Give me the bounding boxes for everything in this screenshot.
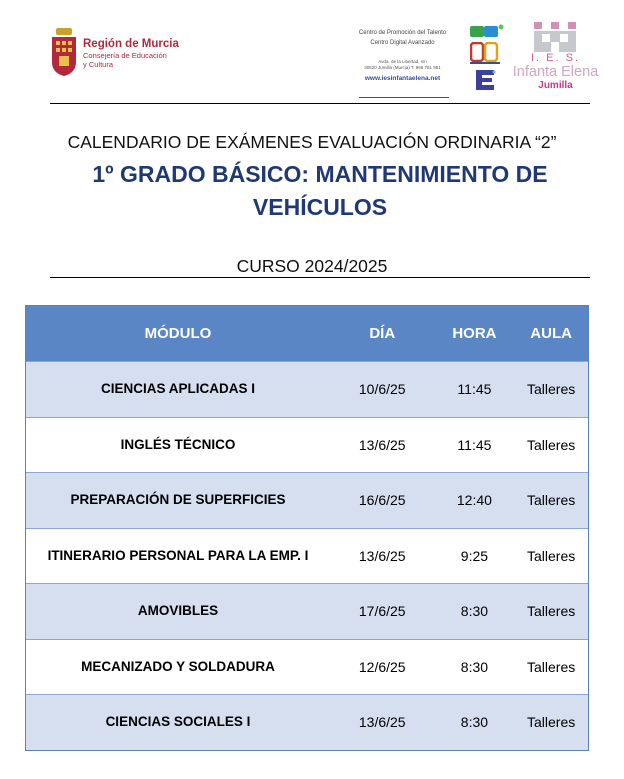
dia-cell: 12/6/25 (358, 658, 406, 675)
modulo-cell: ITINERARIO PERSONAL PARA LA EMP. I (47, 547, 309, 563)
bilingual-logo-icon (470, 42, 500, 64)
table-header-row (26, 306, 588, 361)
ies-infanta-elena-logo (508, 22, 603, 94)
modulo-cell: CIENCIAS SOCIALES I (105, 714, 251, 730)
ies-line2: Infanta Elena (512, 64, 599, 80)
ies-line1: I. E. S. (530, 52, 580, 64)
modulo-cell: MECANIZADO Y SOLDADURA (81, 658, 275, 674)
modulo-cell: INGLÉS TÉCNICO (120, 436, 236, 452)
region-murcia-logo (50, 28, 200, 80)
school-year-divider (50, 277, 590, 278)
table-row (26, 361, 588, 417)
header-aula: AULA (530, 324, 572, 342)
aula-cell: Talleres (527, 658, 576, 675)
dia-cell: 17/6/25 (358, 603, 406, 620)
dia-cell: 13/6/25 (358, 714, 406, 731)
murcia-shield-icon (50, 28, 78, 76)
aula-cell: Talleres (527, 547, 576, 564)
dia-cell: 13/6/25 (358, 436, 406, 453)
dia-cell: 13/6/25 (358, 547, 406, 564)
hora-cell: 9:25 (460, 547, 489, 564)
centro-address1: Avda. de la Libertad, s/n (378, 59, 427, 64)
aula-cell: Talleres (527, 603, 576, 620)
centro-info (345, 28, 460, 83)
table-row (26, 639, 588, 695)
header-divider (50, 103, 590, 104)
table-row (26, 528, 588, 584)
document-header (0, 0, 624, 104)
hora-cell: 12:40 (456, 492, 492, 509)
header-hora: HORA (452, 324, 497, 342)
hora-cell: 11:45 (457, 381, 492, 398)
table-row (26, 583, 588, 639)
hora-cell: 8:30 (460, 658, 489, 675)
centro-line2: Centro Digital Avanzado (370, 40, 435, 46)
dia-cell: 16/6/25 (358, 492, 406, 509)
modulo-cell: PREPARACIÓN DE SUPERFICIES (70, 492, 286, 508)
erasmus-logo-icon (472, 68, 498, 92)
course-title: 1º GRADO BÁSICO: MANTENIMIENTO DE VEHÍCULOS (92, 161, 548, 220)
table-row (26, 417, 588, 473)
region-sub2: y Cultura (83, 60, 114, 69)
hora-cell: 11:45 (457, 436, 492, 453)
aula-cell: Talleres (527, 381, 576, 398)
centro-address2: 30520 Jumilla (Murcia) T. 968 781 951 (364, 65, 441, 70)
region-sub1: Consejería de Educación (83, 51, 167, 60)
header-modulo: MÓDULO (144, 324, 212, 342)
school-year: CURSO 2024/2025 (236, 256, 388, 276)
table-row (26, 694, 588, 750)
header-dia: DÍA (369, 324, 396, 342)
modulo-cell: CIENCIAS APLICADAS I (100, 381, 255, 397)
aula-cell: Talleres (527, 436, 576, 453)
centro-web-link[interactable]: www.iesinfantaelena.net (364, 75, 441, 82)
hora-cell: 8:30 (460, 603, 489, 620)
table-row (26, 472, 588, 528)
aula-cell: Talleres (527, 492, 576, 509)
modulo-cell: AMOVIBLES (137, 603, 219, 619)
calendar-title: CALENDARIO DE EXÁMENES EVALUACIÓN ORDINARIA “2” (67, 132, 557, 152)
ies-line3: Jumilla (538, 80, 573, 91)
aula-cell: Talleres (527, 714, 576, 731)
region-name: Región de Murcia (83, 38, 179, 50)
centro-line1: Centro de Promoción del Talento (358, 30, 447, 36)
dia-cell: 10/6/25 (358, 381, 406, 398)
castle-icon (530, 22, 580, 52)
program-logos (466, 24, 506, 94)
exam-schedule-table (25, 305, 589, 751)
fp-logo-icon (470, 24, 504, 38)
hora-cell: 8:30 (460, 714, 489, 731)
